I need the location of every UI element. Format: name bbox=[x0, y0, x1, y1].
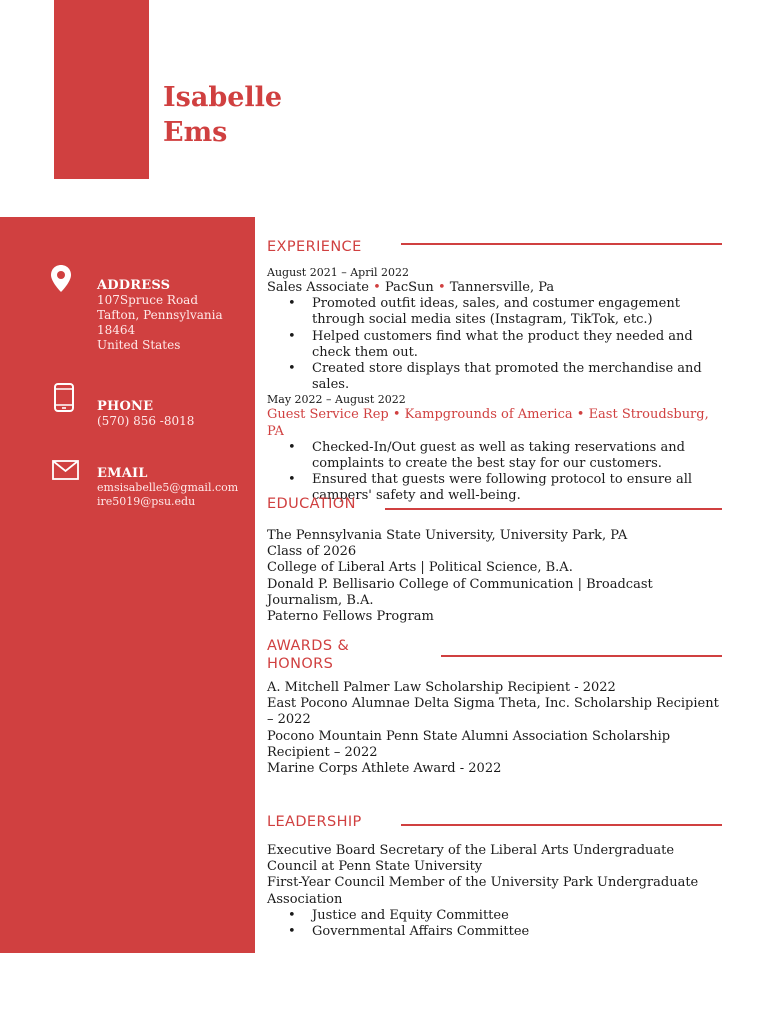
leadership-section bbox=[267, 843, 722, 940]
phone-label: PHONE bbox=[97, 399, 154, 414]
address-line: Tafton, Pennsylvania bbox=[97, 308, 223, 322]
leadership-rule bbox=[401, 824, 722, 826]
last-name: Ems bbox=[163, 117, 228, 148]
header-color-block bbox=[54, 0, 149, 179]
job-dates: May 2022 – August 2022 bbox=[267, 393, 406, 407]
location-pin-icon bbox=[50, 264, 76, 294]
leadership-line: First-Year Council Member of the University Park Undergraduate Association bbox=[267, 875, 699, 907]
education-section bbox=[267, 528, 722, 625]
address-label: ADDRESS bbox=[97, 278, 171, 293]
experience-rule bbox=[401, 243, 722, 245]
address-line: 18464 bbox=[97, 323, 136, 337]
job-company: PacSun bbox=[384, 280, 434, 295]
job-title: Sales Associate bbox=[267, 280, 369, 295]
job-bullets bbox=[267, 296, 722, 393]
award-line: East Pocono Alumnae Delta Sigma Theta, Inc. Scholarship Recipient – 2022 bbox=[267, 696, 719, 728]
email-list bbox=[97, 481, 238, 509]
list-item: • Checked-In/Out guest as well as taking reservations and complaints to create the best stay for our customers. bbox=[267, 440, 722, 472]
award-line: A. Mitchell Palmer Law Scholarship Recipient - 2022 bbox=[267, 680, 616, 695]
education-line: Donald P. Bellisario College of Communication | Broadcast Journalism, B.A. bbox=[267, 576, 653, 608]
job-headline bbox=[267, 280, 722, 296]
education-line: Paterno Fellows Program bbox=[267, 609, 434, 625]
separator-dot: • bbox=[576, 407, 585, 423]
envelope-icon bbox=[52, 460, 79, 480]
candidate-name bbox=[163, 80, 282, 150]
education-line: College of Liberal Arts | Political Science, B.A. bbox=[267, 560, 573, 576]
awards-heading-line: AWARDS & bbox=[267, 638, 350, 654]
list-item: • Helped customers find what the product they needed and check them out. bbox=[267, 329, 722, 361]
list-item: • Ensured that guests were following protocol to ensure all campers' safety and well-being. bbox=[267, 472, 722, 504]
list-item: • Governmental Affairs Committee bbox=[267, 924, 722, 940]
award-line: Pocono Mountain Penn State Alumni Association Scholarship Recipient – 2022 bbox=[267, 728, 671, 760]
job-bullets bbox=[267, 440, 722, 505]
awards-rule bbox=[441, 655, 722, 657]
job-location: East Stroudsburg, PA bbox=[267, 407, 709, 439]
education-heading: EDUCATION bbox=[267, 496, 356, 512]
experience-heading: EXPERIENCE bbox=[267, 239, 362, 255]
first-name: Isabelle bbox=[163, 82, 283, 113]
contact-sidebar bbox=[0, 217, 255, 953]
list-item: • Justice and Equity Committee bbox=[267, 908, 722, 924]
address-line: 107Spruce Road bbox=[97, 293, 199, 307]
education-line: The Pennsylvania State University, University Park, PA bbox=[267, 528, 628, 543]
education-rule bbox=[385, 508, 722, 510]
separator-dot: • bbox=[373, 280, 381, 295]
list-item: • Promoted outfit ideas, sales, and costumer engagement through social media sites (Instagram, TikTok, etc.) bbox=[267, 296, 722, 328]
leadership-heading: LEADERSHIP bbox=[267, 814, 362, 830]
job-title: Guest Service Rep bbox=[267, 407, 389, 423]
address-lines bbox=[97, 293, 223, 353]
separator-dot: • bbox=[392, 407, 401, 423]
email-address[interactable]: emsisabelle5@gmail.com bbox=[97, 481, 239, 494]
leadership-bullets bbox=[267, 908, 722, 940]
awards-heading bbox=[267, 637, 349, 673]
job-headline bbox=[267, 407, 722, 439]
education-line: Class of 2026 bbox=[267, 544, 357, 560]
job-location: Tannersville, Pa bbox=[449, 280, 555, 295]
leadership-line: Executive Board Secretary of the Liberal Arts Undergraduate Council at Penn State University bbox=[267, 843, 675, 875]
award-line: Marine Corps Athlete Award - 2022 bbox=[267, 761, 502, 777]
awards-section bbox=[267, 680, 722, 777]
job-dates: August 2021 – April 2022 bbox=[267, 266, 409, 279]
email-label: EMAIL bbox=[97, 466, 148, 481]
email-address[interactable]: ire5019@psu.edu bbox=[97, 495, 196, 508]
separator-dot: • bbox=[437, 280, 446, 295]
address-line: United States bbox=[97, 338, 181, 352]
experience-section bbox=[267, 266, 722, 505]
awards-heading-line: HONORS bbox=[267, 656, 334, 672]
phone-icon bbox=[51, 383, 77, 413]
list-item: • Created store displays that promoted the merchandise and sales. bbox=[267, 361, 722, 393]
job-company: Kampgrounds of America bbox=[404, 407, 573, 423]
phone-number[interactable]: (570) 856 -8018 bbox=[97, 414, 195, 428]
